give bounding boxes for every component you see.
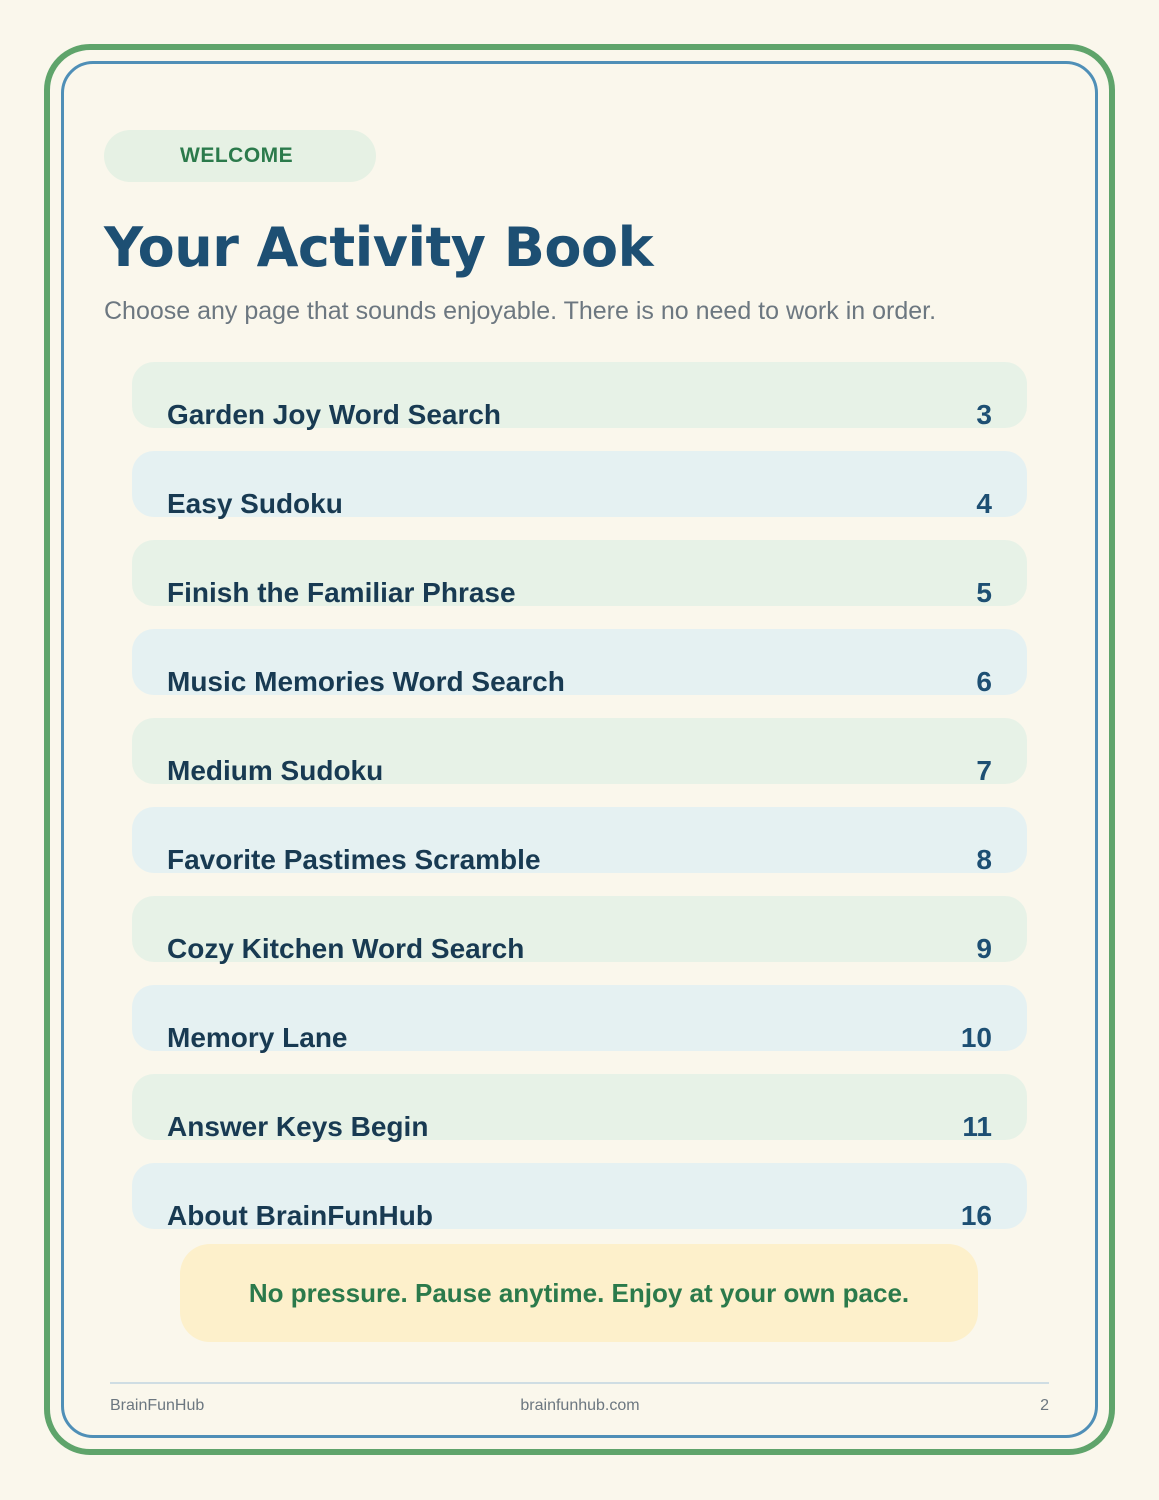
toc-item-title: About BrainFunHub bbox=[167, 1200, 433, 1231]
toc-item-page-number: 3 bbox=[976, 399, 992, 430]
toc-item-title: Cozy Kitchen Word Search bbox=[167, 933, 525, 964]
welcome-badge: WELCOME bbox=[104, 130, 376, 182]
toc-item-page-number: 16 bbox=[960, 1200, 992, 1231]
toc-item-title: Garden Joy Word Search bbox=[167, 399, 502, 430]
footer-brand: BrainFunHub bbox=[110, 1397, 205, 1414]
toc-item-page-number: 4 bbox=[976, 488, 992, 519]
toc-item-title: Finish the Familiar Phrase bbox=[167, 577, 516, 608]
footer-page-number: 2 bbox=[1040, 1397, 1049, 1414]
toc-item-page-number: 7 bbox=[976, 755, 992, 786]
page-title: Your Activity Book bbox=[104, 216, 654, 279]
footer-url: brainfunhub.com bbox=[520, 1397, 640, 1414]
toc-item-title: Memory Lane bbox=[167, 1022, 348, 1053]
footer-divider bbox=[110, 1382, 1049, 1384]
toc-item[interactable] bbox=[132, 985, 1027, 1074]
toc-item[interactable] bbox=[132, 629, 1027, 718]
toc-item-page-number: 6 bbox=[976, 666, 992, 697]
toc-item[interactable] bbox=[132, 807, 1027, 896]
toc-item[interactable] bbox=[132, 362, 1027, 451]
toc-item[interactable] bbox=[132, 540, 1027, 629]
toc-item-page-number: 5 bbox=[976, 577, 992, 608]
toc-item-page-number: 9 bbox=[976, 933, 992, 964]
table-of-contents bbox=[132, 362, 1027, 1252]
toc-item-title: Answer Keys Begin bbox=[167, 1111, 429, 1142]
page-subtitle: Choose any page that sounds enjoyable. There is no need to work in order. bbox=[104, 297, 937, 325]
toc-item[interactable] bbox=[132, 718, 1027, 807]
toc-item-page-number: 8 bbox=[976, 844, 992, 875]
toc-item-title: Easy Sudoku bbox=[167, 488, 343, 519]
toc-item-title: Favorite Pastimes Scramble bbox=[167, 844, 541, 875]
toc-item[interactable] bbox=[132, 1163, 1027, 1252]
encouragement-note: No pressure. Pause anytime. Enjoy at your own pace. bbox=[180, 1244, 978, 1342]
toc-item-page-number: 11 bbox=[962, 1111, 992, 1142]
toc-item-page-number: 10 bbox=[960, 1022, 992, 1053]
toc-item[interactable] bbox=[132, 896, 1027, 985]
toc-item[interactable] bbox=[132, 451, 1027, 540]
toc-item-title: Medium Sudoku bbox=[167, 755, 384, 786]
toc-item[interactable] bbox=[132, 1074, 1027, 1163]
toc-item-title: Music Memories Word Search bbox=[167, 666, 565, 697]
